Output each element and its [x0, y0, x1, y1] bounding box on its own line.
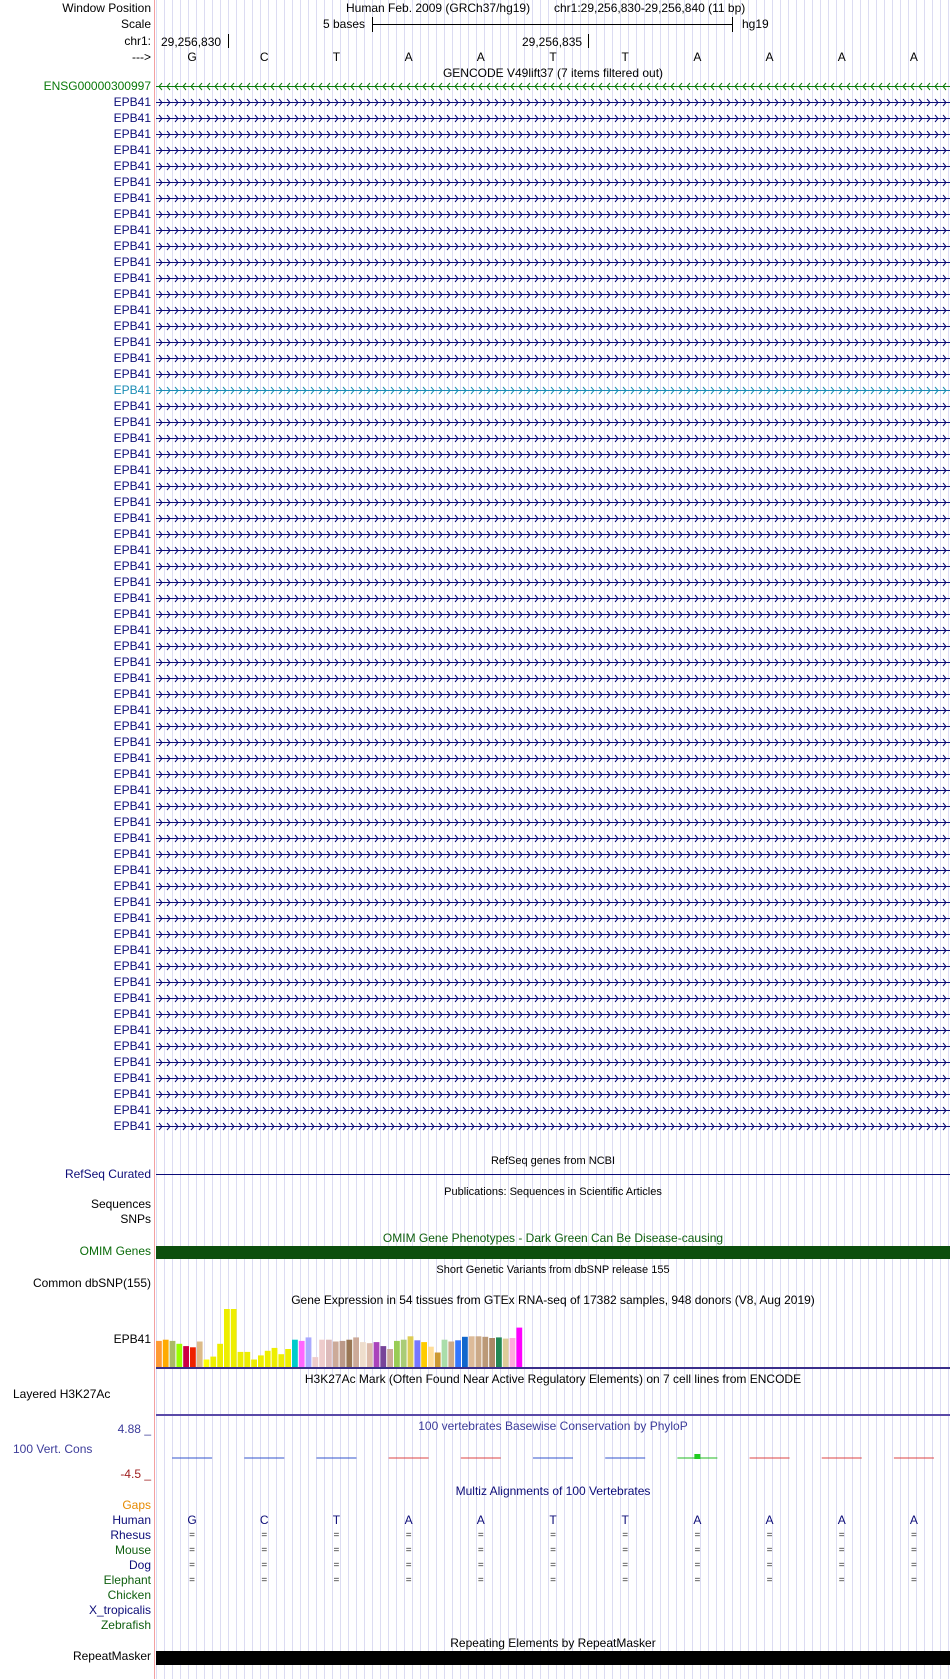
alignment-match: =: [838, 1575, 845, 1586]
alignment-match: =: [477, 1575, 484, 1586]
gtex-tissue-bar[interactable]: [516, 1328, 522, 1367]
scale-bar-right-tick: [732, 17, 733, 32]
sequences-track-label[interactable]: Sequences: [90, 1197, 151, 1211]
gencode-gene-label[interactable]: EPB41: [113, 95, 151, 109]
gtex-tissue-bar[interactable]: [421, 1342, 427, 1367]
gencode-gene-label[interactable]: EPB41: [113, 927, 151, 941]
gencode-gene-label[interactable]: EPB41: [113, 223, 151, 237]
gtex-tissue-bar[interactable]: [394, 1341, 400, 1367]
gtex-tissue-bar[interactable]: [272, 1348, 278, 1367]
alignment-match: =: [477, 1530, 484, 1541]
scale-bar: [372, 24, 733, 25]
alignment-match: =: [910, 1545, 917, 1556]
gencode-gene-label[interactable]: EPB41: [113, 207, 151, 221]
gencode-gene-label[interactable]: EPB41: [113, 1103, 151, 1117]
base-letter: T: [621, 50, 629, 64]
alignment-match: =: [405, 1575, 412, 1586]
gtex-tissue-bar[interactable]: [190, 1347, 196, 1367]
gtex-tissue-bar[interactable]: [170, 1341, 176, 1367]
alignment-match: =: [622, 1575, 629, 1586]
gtex-tissue-bar[interactable]: [312, 1357, 318, 1367]
gencode-gene-label[interactable]: EPB41: [113, 607, 151, 621]
gencode-gene-label[interactable]: EPB41: [113, 111, 151, 125]
gencode-gene-label[interactable]: EPB41: [113, 1055, 151, 1069]
alignment-match: =: [766, 1530, 773, 1541]
scale-label: Scale: [120, 17, 151, 31]
gencode-gene-label[interactable]: EPB41: [113, 415, 151, 429]
track-label-column: [0, 0, 153, 1679]
alignment-match: =: [477, 1560, 484, 1571]
gtex-tissue-bar[interactable]: [448, 1342, 454, 1368]
alignment-match: =: [622, 1545, 629, 1556]
alignment-match: =: [910, 1560, 917, 1571]
gencode-gene-label[interactable]: EPB41: [113, 175, 151, 189]
gencode-gene-label[interactable]: EPB41: [113, 543, 151, 557]
gencode-gene-label[interactable]: EPB41: [113, 239, 151, 253]
gencode-gene-label[interactable]: EPB41: [113, 383, 151, 397]
gtex-tissue-bar[interactable]: [455, 1340, 461, 1367]
gtex-tissue-bar[interactable]: [231, 1309, 237, 1367]
h3k27ac-track-label[interactable]: Layered H3K27Ac: [13, 1387, 111, 1401]
gtex-tissue-bar[interactable]: [238, 1352, 244, 1367]
omim-gene-bar[interactable]: [156, 1246, 950, 1259]
alignment-match: =: [766, 1545, 773, 1556]
alignment-match: =: [550, 1545, 556, 1556]
gtex-tissue-bar[interactable]: [333, 1342, 339, 1368]
gencode-gene-label[interactable]: EPB41: [113, 1119, 151, 1133]
db-label: hg19: [742, 17, 769, 31]
species-label: X_tropicalis: [88, 1603, 151, 1617]
phylop-high-score-mark[interactable]: [694, 1454, 700, 1459]
gencode-gene-label[interactable]: EPB41: [113, 447, 151, 461]
gtex-tissue-bar[interactable]: [204, 1360, 210, 1368]
base-letter: A: [404, 50, 413, 64]
gtex-tissue-bar[interactable]: [258, 1355, 264, 1367]
gtex-tissue-bar[interactable]: [340, 1341, 346, 1367]
gencode-gene-label[interactable]: EPB41: [113, 623, 151, 637]
gencode-gene-label[interactable]: EPB41: [113, 1007, 151, 1021]
gencode-gene-label[interactable]: EPB41: [113, 1071, 151, 1085]
h3k27ac-track-title: H3K27Ac Mark (Often Found Near Active Regulatory Elements) on 7 cell lines from ENCODE: [304, 1372, 802, 1386]
ruler-left-tick: [228, 34, 229, 48]
alignment-match: =: [333, 1530, 340, 1541]
alignment-match: =: [550, 1575, 556, 1586]
gencode-gene-label[interactable]: EPB41: [113, 511, 151, 525]
base-letter: C: [259, 50, 269, 64]
gtex-tissue-bar[interactable]: [428, 1347, 434, 1367]
gtex-tissue-bar[interactable]: [346, 1340, 352, 1367]
gencode-gene-label[interactable]: EPB41: [113, 559, 151, 573]
gtex-tissue-bar[interactable]: [292, 1340, 298, 1367]
alignment-match: =: [622, 1560, 629, 1571]
gtex-tissue-bar[interactable]: [353, 1337, 359, 1367]
alignment-match: =: [333, 1575, 340, 1586]
track-data-area[interactable]: [156, 0, 950, 1679]
gencode-gene-label[interactable]: EPB41: [113, 479, 151, 493]
species-label: Chicken: [107, 1588, 151, 1602]
scale-bar-left-tick: [372, 17, 373, 32]
alignment-match: =: [333, 1545, 340, 1556]
gtex-tissue-bar[interactable]: [244, 1352, 250, 1367]
refseq-gene-line[interactable]: [156, 1174, 950, 1175]
gencode-gene-label[interactable]: EPB41: [113, 127, 151, 141]
gtex-tissue-bar[interactable]: [251, 1360, 257, 1368]
gencode-gene-label[interactable]: EPB41: [113, 335, 151, 349]
gtex-tissue-bar[interactable]: [462, 1337, 468, 1367]
alignment-match: =: [694, 1545, 701, 1556]
gtex-tissue-bar[interactable]: [503, 1339, 509, 1367]
base-letter: A: [476, 50, 485, 64]
alignment-match: =: [838, 1530, 845, 1541]
alignment-match: =: [694, 1530, 701, 1541]
assembly-text: Human Feb. 2009 (GRCh37/hg19): [346, 1, 531, 15]
alignment-base: A: [765, 1513, 774, 1527]
repeatmasker-track-label[interactable]: RepeatMasker: [72, 1649, 151, 1663]
gencode-gene-label[interactable]: EPB41: [113, 847, 151, 861]
alignment-match: =: [910, 1575, 917, 1586]
position-range-text: chr1:29,256,830-29,256,840 (11 bp): [554, 1, 746, 15]
gtex-tissue-bar[interactable]: [408, 1336, 414, 1367]
dbsnp-track-label[interactable]: Common dbSNP(155): [32, 1276, 151, 1290]
gencode-gene-label[interactable]: EPB41: [113, 399, 151, 413]
alignment-base: T: [549, 1513, 557, 1527]
alignment-match: =: [189, 1575, 195, 1586]
gencode-gene-label[interactable]: EPB41: [113, 815, 151, 829]
gtex-tissue-bar[interactable]: [210, 1357, 216, 1367]
dbsnp-track-title: Short Genetic Variants from dbSNP release 155: [436, 1264, 670, 1276]
phylop-ymin-label: -4.5 _: [120, 1467, 151, 1481]
alignment-base: A: [693, 1513, 702, 1527]
gtex-track-label[interactable]: EPB41: [113, 1332, 151, 1346]
species-label: Human: [112, 1513, 151, 1527]
gtex-tissue-bar[interactable]: [367, 1343, 373, 1367]
alignment-match: =: [333, 1560, 340, 1571]
gtex-tissue-bar[interactable]: [217, 1344, 223, 1367]
gtex-tissue-bar[interactable]: [265, 1351, 271, 1367]
gencode-gene-label[interactable]: EPB41: [113, 159, 151, 173]
alignment-match: =: [261, 1560, 268, 1571]
gencode-gene-label[interactable]: EPB41: [113, 975, 151, 989]
gtex-tissue-bar[interactable]: [285, 1349, 291, 1367]
gtex-tissue-bar[interactable]: [183, 1346, 189, 1367]
gencode-gene-label[interactable]: EPB41: [113, 639, 151, 653]
refseq-track-title: RefSeq genes from NCBI: [490, 1155, 616, 1167]
gtex-tissue-bar[interactable]: [197, 1342, 203, 1368]
gencode-gene-label[interactable]: EPB41: [113, 655, 151, 669]
alignment-match: =: [910, 1530, 917, 1541]
species-label: Dog: [128, 1558, 151, 1572]
gencode-gene-label[interactable]: EPB41: [113, 703, 151, 717]
gtex-expression-chart[interactable]: [156, 1307, 950, 1369]
species-label: Mouse: [114, 1543, 151, 1557]
alignment-base: G: [187, 1513, 197, 1527]
gtex-tissue-bar[interactable]: [224, 1309, 230, 1367]
gencode-gene-label[interactable]: EPB41: [113, 719, 151, 733]
alignment-match: =: [189, 1545, 195, 1556]
omim-track-label[interactable]: OMIM Genes: [79, 1244, 151, 1258]
alignment-match: =: [261, 1575, 268, 1586]
omim-track-title: OMIM Gene Phenotypes - Dark Green Can Be Disease-causing: [382, 1231, 724, 1245]
gencode-gene-label[interactable]: EPB41: [113, 687, 151, 701]
publications-track-title: Publications: Sequences in Scientific Articles: [444, 1186, 662, 1198]
gencode-gene-label[interactable]: EPB41: [113, 287, 151, 301]
alignment-base: T: [621, 1513, 629, 1527]
gencode-gene-label[interactable]: EPB41: [113, 255, 151, 269]
base-letter: A: [765, 50, 774, 64]
alignment-base: A: [476, 1513, 485, 1527]
gtex-tissue-bar[interactable]: [387, 1349, 393, 1367]
gtex-tissue-bar[interactable]: [489, 1338, 495, 1367]
gtex-tissue-bar[interactable]: [360, 1342, 366, 1367]
gencode-gene-label[interactable]: EPB41: [113, 671, 151, 685]
gencode-gene-rows[interactable]: [156, 78, 950, 1168]
gtex-tissue-bar[interactable]: [374, 1342, 380, 1367]
gencode-gene-label[interactable]: EPB41: [113, 303, 151, 317]
repeatmasker-track-title: Repeating Elements by RepeatMasker: [450, 1636, 656, 1650]
species-label: Elephant: [103, 1573, 151, 1587]
alignment-match: =: [405, 1545, 412, 1556]
gencode-gene-label[interactable]: EPB41: [113, 463, 151, 477]
gencode-gene-label[interactable]: EPB41: [113, 943, 151, 957]
gtex-track-title: Gene Expression in 54 tissues from GTEx RNA-seq of 17382 samples, 948 donors (V8, Aug 2019): [291, 1293, 815, 1307]
alignment-base: A: [404, 1513, 413, 1527]
window-position-label: Window Position: [62, 1, 151, 15]
alignment-match: =: [694, 1575, 701, 1586]
alignment-match: =: [405, 1560, 412, 1571]
gencode-gene-label[interactable]: EPB41: [113, 319, 151, 333]
scale-bar-label: 5 bases: [323, 17, 366, 31]
gtex-tissue-bar[interactable]: [442, 1340, 448, 1367]
gencode-gene-label[interactable]: EPB41: [113, 783, 151, 797]
gtex-tissue-bar[interactable]: [176, 1344, 182, 1367]
alignment-base: C: [259, 1513, 269, 1527]
ruler-mid-position: 29,256,835: [522, 35, 583, 49]
gtex-tissue-bar[interactable]: [510, 1338, 516, 1367]
gtex-tissue-bar[interactable]: [299, 1341, 305, 1367]
base-letter: A: [909, 50, 918, 64]
alignment-match: =: [622, 1530, 629, 1541]
base-letter: A: [837, 50, 846, 64]
gencode-gene-label[interactable]: EPB41: [113, 367, 151, 381]
phylop-track-label[interactable]: 100 Vert. Cons: [13, 1442, 93, 1456]
ruler-mid-tick: [588, 34, 589, 48]
base-letter: T: [549, 50, 557, 64]
gencode-gene-label[interactable]: EPB41: [113, 1023, 151, 1037]
gencode-gene-label[interactable]: EPB41: [113, 271, 151, 285]
gencode-gene-label[interactable]: EPB41: [113, 767, 151, 781]
gtex-tissue-bar[interactable]: [469, 1336, 475, 1367]
gencode-gene-label[interactable]: EPB41: [113, 959, 151, 973]
gencode-gene-label[interactable]: EPB41: [113, 751, 151, 765]
gencode-gene-label[interactable]: EPB41: [113, 575, 151, 589]
gencode-gene-label[interactable]: EPB41: [113, 1039, 151, 1053]
snps-track-label[interactable]: SNPs: [120, 1212, 151, 1226]
alignment-base: T: [332, 1513, 341, 1527]
gtex-track-underline: [156, 1367, 950, 1369]
gencode-gene-label[interactable]: EPB41: [113, 431, 151, 445]
gencode-gene-label[interactable]: EPB41: [113, 879, 151, 893]
alignment-match: =: [550, 1530, 556, 1541]
repeatmasker-bar[interactable]: [156, 1651, 950, 1665]
alignment-match: =: [261, 1530, 268, 1541]
gencode-gene-label[interactable]: EPB41: [113, 495, 151, 509]
phylop-ymax-label: 4.88 _: [117, 1422, 151, 1436]
gtex-tissue-bar[interactable]: [163, 1340, 169, 1367]
gencode-gene-label[interactable]: EPB41: [113, 351, 151, 365]
base-letter: G: [187, 50, 197, 64]
gencode-gene-label[interactable]: EPB41: [113, 1087, 151, 1101]
refseq-track-label[interactable]: RefSeq Curated: [64, 1167, 151, 1181]
gencode-gene-label[interactable]: EPB41: [113, 527, 151, 541]
gtex-tissue-bar[interactable]: [156, 1341, 162, 1367]
gencode-gene-label[interactable]: EPB41: [113, 735, 151, 749]
gtex-tissue-bar[interactable]: [326, 1340, 332, 1367]
gencode-gene-label[interactable]: EPB41: [113, 895, 151, 909]
gtex-tissue-bar[interactable]: [278, 1354, 284, 1367]
base-letter: T: [332, 50, 341, 64]
alignment-match: =: [838, 1560, 845, 1571]
ruler-left-position: 29,256,830: [161, 35, 222, 49]
gtex-tissue-bar[interactable]: [319, 1340, 325, 1367]
alignment-match: =: [261, 1545, 268, 1556]
gencode-gene-label[interactable]: EPB41: [113, 191, 151, 205]
chrom-label: chr1:: [124, 34, 151, 48]
label-separator-line: [154, 0, 155, 1679]
gencode-gene-label[interactable]: EPB41: [113, 911, 151, 925]
multiz-track-title: Multiz Alignments of 100 Vertebrates: [455, 1484, 651, 1498]
gencode-first-label[interactable]: ENSG00000300997: [43, 79, 151, 93]
alignment-base: A: [909, 1513, 918, 1527]
gtex-tissue-bar[interactable]: [435, 1353, 441, 1368]
gtex-tissue-bar[interactable]: [414, 1340, 420, 1367]
gencode-gene-label[interactable]: EPB41: [113, 591, 151, 605]
gencode-gene-label[interactable]: EPB41: [113, 831, 151, 845]
strand-label: --->: [132, 50, 151, 64]
alignment-match: =: [694, 1560, 701, 1571]
gtex-tissue-bar[interactable]: [401, 1340, 407, 1367]
alignment-match: =: [550, 1560, 556, 1571]
species-label: Zebrafish: [100, 1618, 151, 1632]
alignment-match: =: [766, 1560, 773, 1571]
phylop-track-title: 100 vertebrates Basewise Conservation by PhyloP: [418, 1419, 688, 1433]
gtex-tissue-bar[interactable]: [380, 1346, 386, 1367]
h3k27ac-track-underline: [156, 1414, 950, 1416]
gtex-tissue-bar[interactable]: [306, 1337, 312, 1367]
species-label: Rhesus: [110, 1528, 151, 1542]
alignment-match: =: [189, 1530, 195, 1541]
alignment-match: =: [766, 1575, 773, 1586]
alignment-match: =: [405, 1530, 412, 1541]
gtex-tissue-bar[interactable]: [482, 1337, 488, 1367]
alignment-match: =: [189, 1560, 195, 1571]
gencode-gene-label[interactable]: EPB41: [113, 143, 151, 157]
gencode-gene-label[interactable]: EPB41: [113, 799, 151, 813]
alignment-match: =: [838, 1545, 845, 1556]
gaps-label: Gaps: [122, 1498, 151, 1512]
gtex-tissue-bar[interactable]: [496, 1337, 502, 1367]
phylop-conservation-plot[interactable]: [156, 1434, 950, 1484]
gencode-gene-label[interactable]: EPB41: [113, 991, 151, 1005]
base-letter: A: [693, 50, 702, 64]
gtex-tissue-bar[interactable]: [476, 1336, 482, 1367]
alignment-match: =: [477, 1545, 484, 1556]
gencode-gene-label[interactable]: EPB41: [113, 863, 151, 877]
gencode-track-title: GENCODE V49lift37 (7 items filtered out): [442, 66, 664, 80]
alignment-base: A: [837, 1513, 846, 1527]
